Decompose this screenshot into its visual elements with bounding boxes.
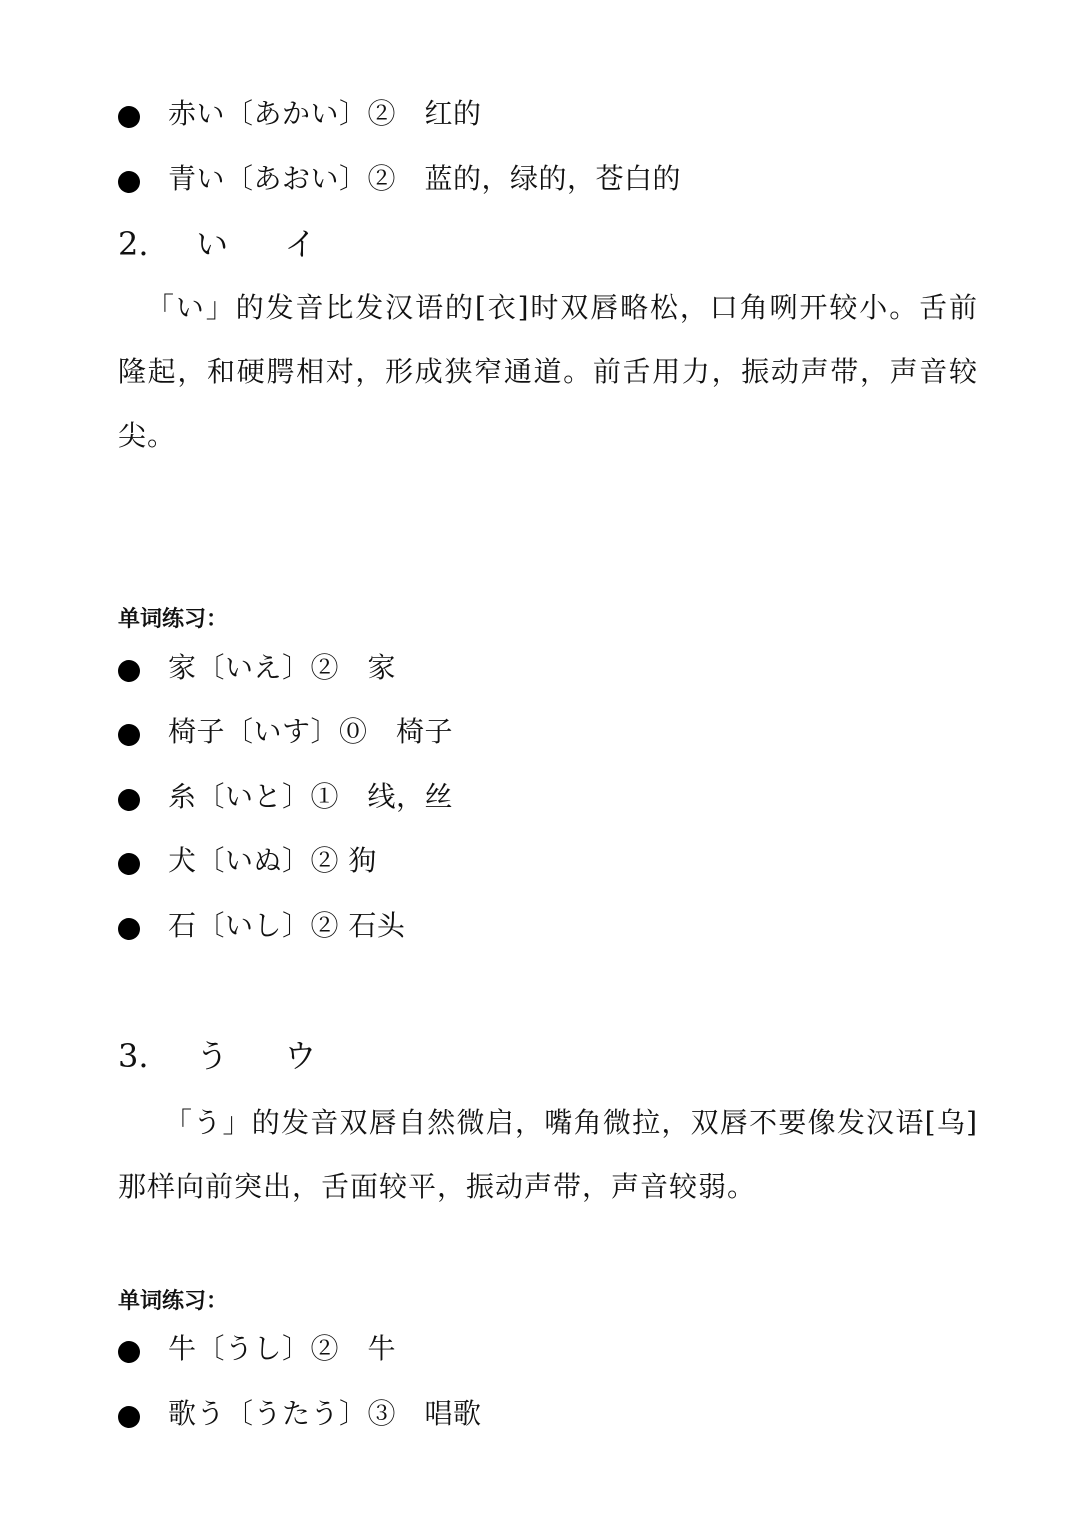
section-heading-3 — [118, 1036, 362, 1076]
bullet-icon — [118, 724, 140, 746]
bullet-icon — [118, 1341, 140, 1363]
section-hiragana: う — [196, 1037, 229, 1075]
section-paragraph-2: 「い」的发音比发汉语的[衣]时双唇略松，口角咧开较小。舌前隆起，和硬腭相对，形成狭窄通道。前舌用力，振动声带，声音较尖。 — [118, 291, 978, 452]
section-heading-2 — [118, 224, 362, 264]
vocab-item: 歌う〔うたう〕③ 唱歌 — [168, 1397, 482, 1430]
vocab-item: 石〔いし〕② 石头 — [168, 909, 406, 942]
section-hiragana: い — [196, 225, 229, 263]
bullet-icon — [118, 171, 140, 193]
vocab-item: 牛〔うし〕② 牛 — [168, 1332, 397, 1365]
section-number: 2. — [118, 225, 149, 263]
bullet-icon — [118, 853, 140, 875]
bullet-icon — [118, 106, 140, 128]
section-katakana: ウ — [284, 1037, 317, 1075]
vocab-item: 糸〔いと〕① 线，丝 — [168, 780, 454, 813]
vocab-item: 椅子〔いす〕⓪ 椅子 — [168, 715, 454, 748]
bullet-icon — [118, 789, 140, 811]
section-katakana: イ — [284, 225, 317, 263]
section-number: 3. — [118, 1037, 149, 1075]
vocab-item: 犬〔いぬ〕② 狗 — [168, 844, 377, 877]
vocab-item: 家〔いえ〕② 家 — [168, 651, 397, 684]
bullet-icon — [118, 918, 140, 940]
vocab-item: 赤い〔あかい〕② 红的 — [168, 97, 482, 130]
section-paragraph-3: 「う」的发音双唇自然微启，嘴角微拉，双唇不要像发汉语[乌]那样向前突出，舌面较平，振动声带，声音较弱。 — [118, 1106, 978, 1203]
bullet-icon — [118, 1406, 140, 1428]
practice-label: 单词练习： — [118, 606, 229, 632]
bullet-icon — [118, 660, 140, 682]
vocab-item: 青い〔あおい〕② 蓝的，绿的，苍白的 — [168, 162, 682, 195]
practice-label: 单词练习： — [118, 1288, 229, 1314]
